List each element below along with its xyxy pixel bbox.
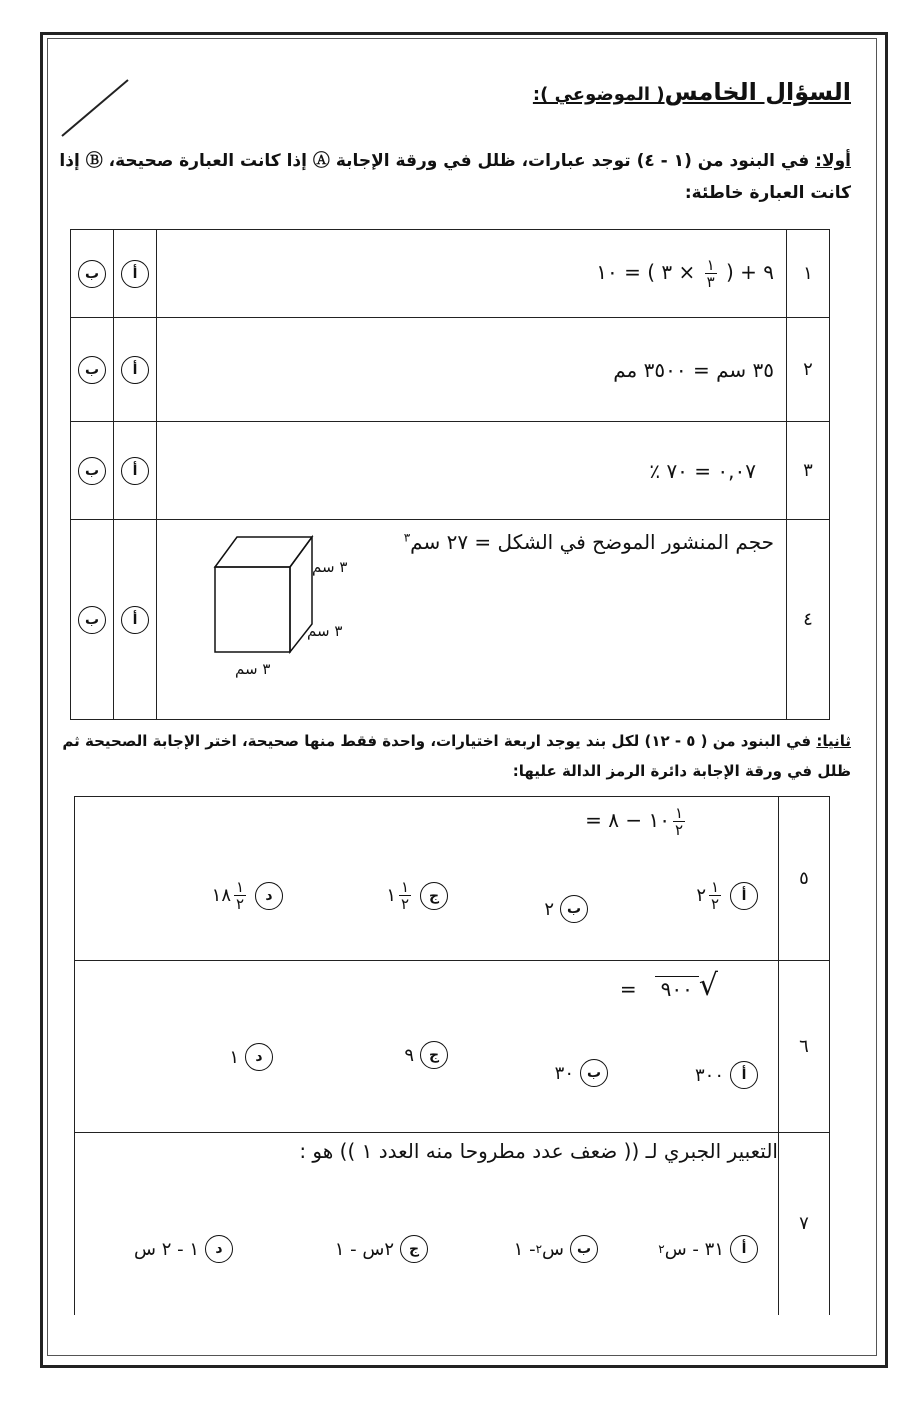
option-a[interactable]: أ ٣١ - س ٢ <box>658 1235 758 1263</box>
option-b[interactable]: ب ٢ <box>544 895 588 923</box>
mark-c[interactable]: ج <box>420 1041 448 1069</box>
cube-dim-depth: ٣ سم <box>307 622 343 640</box>
part1-label: أولا: <box>815 151 851 171</box>
item-number: ٧ <box>779 1133 830 1315</box>
mcq-stem: √ ٩٠٠ = <box>619 968 718 1003</box>
mcq-body <box>75 1133 779 1315</box>
mark-d[interactable]: د <box>205 1235 233 1263</box>
mcq-row <box>75 1133 830 1315</box>
item-number: ١ <box>787 230 830 318</box>
option-d[interactable]: د $\frac{١}{٢}$ ١٨ <box>212 879 283 912</box>
tf-mark-b[interactable] <box>71 230 114 318</box>
mark-a[interactable]: أ <box>121 606 149 634</box>
tf-row <box>71 520 830 720</box>
mark-b[interactable]: ب <box>78 457 106 485</box>
tf-statement: ٩ + ( $\frac{١}{٣}$ × ٣ ) = ١٠ <box>157 230 787 318</box>
mark-a[interactable]: أ <box>121 260 149 288</box>
mcq-body <box>75 797 779 961</box>
option-c[interactable]: ج ٢س - ١ <box>335 1235 428 1263</box>
pen-stroke <box>58 78 130 140</box>
part2-text: في البنود من ( ٥ - ١٢) لكل بند يوجد اربعة اختيارات، واحدة فقط منها صحيحة، اختر الإجابة الصحيحة ثم ظلل في ورقة الإجابة دائرة الرمز الدالة عليها: <box>62 732 851 780</box>
tf-mark-a[interactable] <box>114 318 157 422</box>
tf-statement: ٣٥ سم = ٣٥٠٠ مم <box>157 318 787 422</box>
mark-c[interactable]: ج <box>400 1235 428 1263</box>
mark-b[interactable]: ب <box>580 1059 608 1087</box>
part1-instructions <box>51 145 851 209</box>
item-number: ٣ <box>787 422 830 520</box>
mcq-row <box>75 797 830 961</box>
item-number: ٥ <box>779 797 830 961</box>
mark-a[interactable]: أ <box>121 356 149 384</box>
mark-b[interactable]: ب <box>570 1235 598 1263</box>
mcq-row <box>75 961 830 1133</box>
section-title: السؤال الخامس( الموضوعي ): <box>532 78 851 106</box>
option-d[interactable]: د ١ <box>229 1043 273 1071</box>
tf-statement: ٠,٠٧ = ٧٠ ٪ <box>157 422 787 520</box>
true-false-table <box>70 229 830 720</box>
tf-mark-b[interactable] <box>71 422 114 520</box>
tf-mark-a[interactable] <box>114 520 157 720</box>
mark-c[interactable]: ج <box>420 882 448 910</box>
mark-d[interactable]: د <box>245 1043 273 1071</box>
mark-b[interactable]: ب <box>78 260 106 288</box>
part2-instructions <box>51 726 851 786</box>
mark-a[interactable]: أ <box>730 1061 758 1089</box>
tf-mark-a[interactable] <box>114 230 157 318</box>
option-b[interactable]: ب س ٢ - ١ <box>514 1235 598 1263</box>
option-c[interactable]: ج ٩ <box>404 1041 448 1069</box>
mcq-stem: التعبير الجبري لـ (( ضعف عدد مطروحا منه العدد ١ )) هو : <box>299 1139 778 1163</box>
mark-d[interactable]: د <box>255 882 283 910</box>
option-d[interactable]: د ١ - ٢ س <box>134 1235 233 1263</box>
mark-b[interactable]: ب <box>560 895 588 923</box>
mark-b[interactable]: ب <box>78 606 106 634</box>
cube-dim-height: ٣ سم <box>312 558 348 576</box>
tf-mark-a[interactable] <box>114 422 157 520</box>
option-c[interactable]: ج $\frac{١}{٢}$ ١ <box>386 879 448 912</box>
mcq-stem: $\frac{١}{٢}$ ١٠ − ٨ = <box>585 804 684 839</box>
radicand: ٩٠٠ <box>655 976 699 1001</box>
mark-a[interactable]: أ <box>730 1235 758 1263</box>
cube-dim-width: ٣ سم <box>235 660 271 678</box>
fraction: $\frac{١}{٣}$ <box>706 256 715 291</box>
option-a[interactable]: أ ٣٠٠ <box>695 1061 758 1089</box>
tf-mark-b[interactable] <box>71 520 114 720</box>
mark-a[interactable]: أ <box>730 882 758 910</box>
mcq-body <box>75 961 779 1133</box>
item-number: ٤ <box>787 520 830 720</box>
mark-b[interactable]: ب <box>78 356 106 384</box>
tf-row <box>71 422 830 520</box>
section-subtitle: ( الموضوعي ): <box>532 84 665 105</box>
tf-row <box>71 318 830 422</box>
option-a[interactable]: أ $\frac{١}{٢}$ ٢ <box>696 879 758 912</box>
item-number: ٦ <box>779 961 830 1133</box>
tf-row <box>71 230 830 318</box>
option-b[interactable]: ب ٣٠ <box>555 1059 608 1087</box>
mark-a[interactable]: أ <box>121 457 149 485</box>
item-number: ٢ <box>787 318 830 422</box>
tf-mark-b[interactable] <box>71 318 114 422</box>
part1-text: في البنود من (١ - ٤) توجد عبارات، ظلل في ورقة الإجابة Ⓐ إذا كانت العبارة صحيحة، Ⓑ إذا كانت العبارة خاطئة: <box>59 151 851 203</box>
tf-statement: حجم المنشور الموضح في الشكل = ٢٧ سم$^٣$ ٣ سم ٣ سم ٣ سم <box>157 520 787 720</box>
cube-figure <box>207 532 317 662</box>
mcq-table <box>74 796 830 1315</box>
part2-label: ثانيا: <box>816 732 851 750</box>
